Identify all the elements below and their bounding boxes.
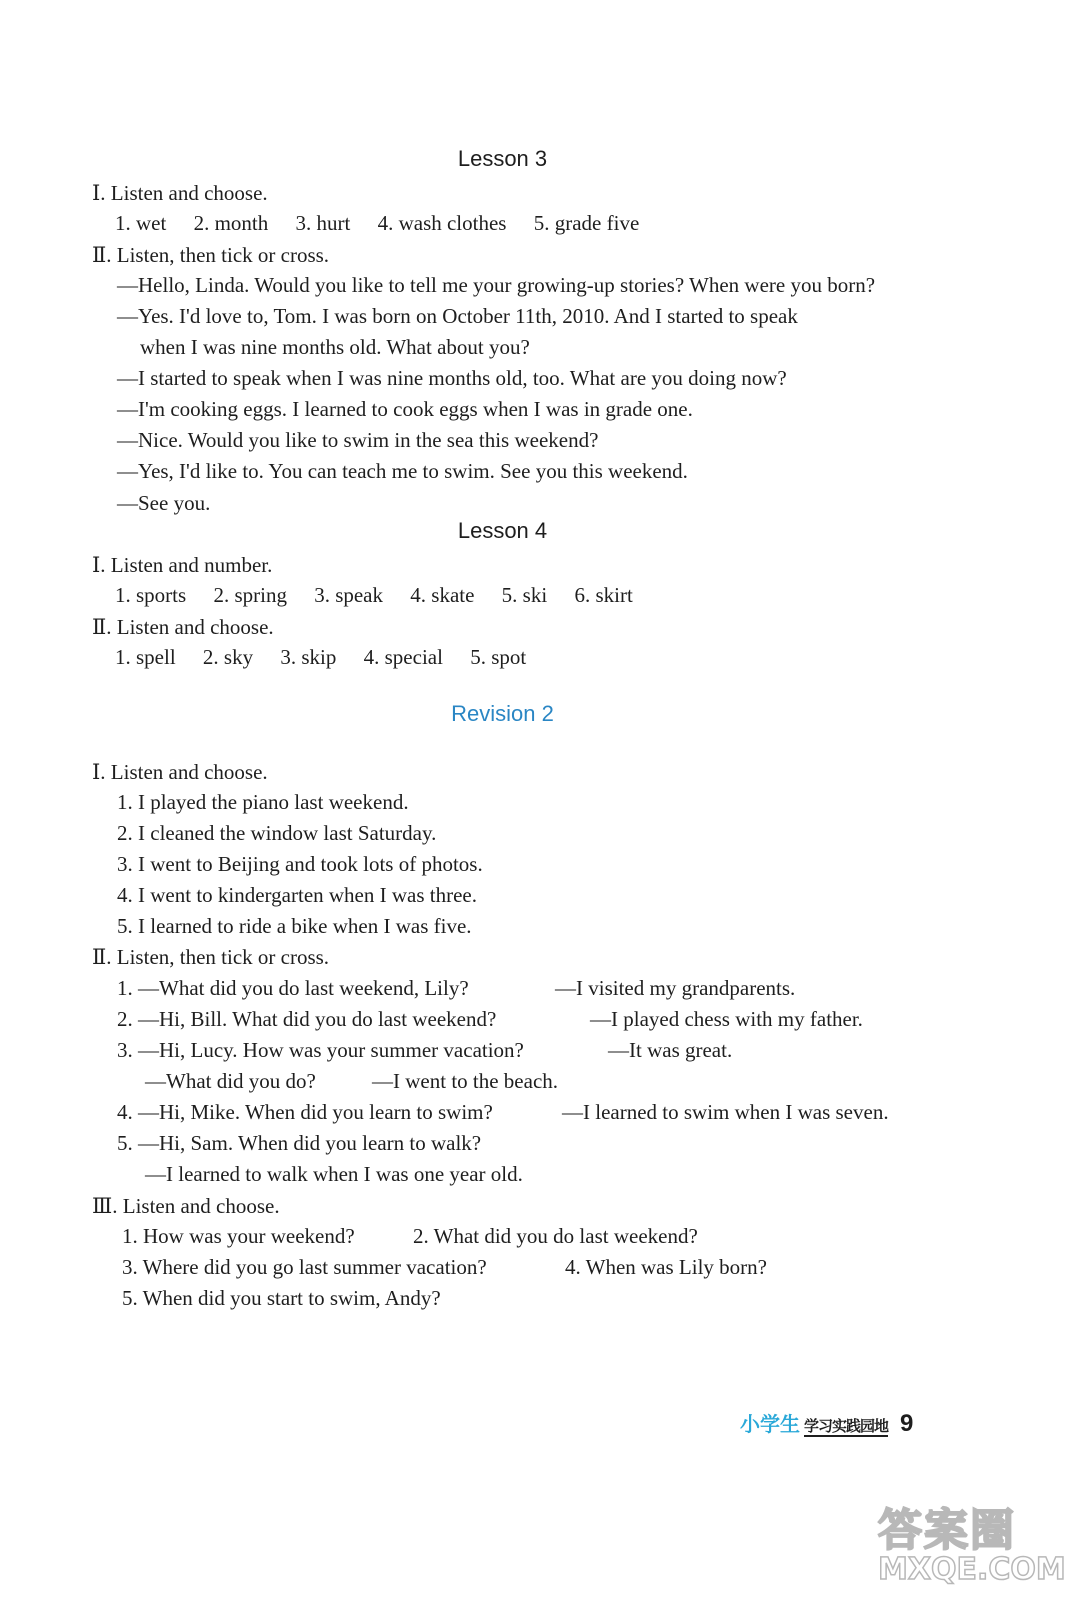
revision2-s2-heading: Ⅱ. Listen, then tick or cross.: [92, 945, 330, 969]
dialogue-q: 1. —What did you do last weekend, Lily?: [117, 976, 469, 1000]
answer: 1. spell: [115, 645, 176, 669]
answer: 3. Where did you go last summer vacation?: [122, 1255, 487, 1279]
page-number: 9: [900, 1410, 914, 1437]
answer-line: 1. I played the piano last weekend.: [117, 790, 409, 814]
dialogue-line: —See you.: [117, 491, 211, 515]
answer: 5. spot: [470, 645, 527, 669]
dialogue-q: 4. —Hi, Mike. When did you learn to swim?: [117, 1100, 493, 1124]
brand-main: 小学生: [740, 1412, 800, 1436]
dialogue-q: —I learned to walk when I was one year old.: [145, 1162, 523, 1186]
revision2-s3-heading: Ⅲ. Listen and choose.: [92, 1194, 280, 1218]
answer: 2. What did you do last weekend?: [413, 1224, 698, 1248]
revision2-title: Revision 2: [451, 701, 554, 726]
dialogue-q: —What did you do?: [145, 1069, 316, 1093]
brand-sub: 学习实践园地: [804, 1417, 889, 1435]
dialogue-line: —Hello, Linda. Would you like to tell me your growing-up stories? When were you born?: [117, 273, 876, 297]
dialogue-a: —I visited my grandparents.: [555, 976, 796, 1000]
answer: 3. skip: [280, 645, 337, 669]
answer: 6. skirt: [574, 583, 633, 607]
dialogue-a: —It was great.: [608, 1038, 733, 1062]
answer: 2. spring: [213, 583, 287, 607]
lesson4-s1-heading: Ⅰ. Listen and number.: [92, 553, 273, 577]
answer: 5. grade five: [533, 211, 640, 235]
lesson3-s1-heading: Ⅰ. Listen and choose.: [92, 181, 268, 205]
answer-line: 4. I went to kindergarten when I was three.: [117, 883, 477, 907]
lesson4-s1-answers: [115, 582, 633, 608]
answer: 5. ski: [501, 583, 548, 607]
revision2-s1-heading: Ⅰ. Listen and choose.: [92, 760, 268, 784]
answer: 4. skate: [410, 583, 475, 607]
lesson4-s2-answers: [115, 644, 526, 670]
answer: 3. hurt: [295, 211, 351, 235]
lesson3-title: Lesson 3: [457, 146, 548, 171]
lesson3-s2-heading: Ⅱ. Listen, then tick or cross.: [92, 243, 330, 267]
dialogue-q: 3. —Hi, Lucy. How was your summer vacation?: [117, 1038, 524, 1062]
answer: 1. sports: [115, 583, 187, 607]
dialogue-q: 2. —Hi, Bill. What did you do last weekend?: [117, 1007, 497, 1031]
dialogue-q: 5. —Hi, Sam. When did you learn to walk?: [117, 1131, 482, 1155]
watermark: [872, 1490, 1066, 1600]
dialogue-line: —I started to speak when I was nine months old, too. What are you doing now?: [117, 366, 787, 390]
dialogue-line: when I was nine months old. What about you?: [140, 335, 530, 359]
answer-line: 5. I learned to ride a bike when I was five.: [117, 914, 472, 938]
dialogue-line: —Nice. Would you like to swim in the sea this weekend?: [117, 428, 599, 452]
answer-line: 3. I went to Beijing and took lots of photos.: [117, 852, 483, 876]
page-footer: [740, 1408, 913, 1438]
answer: 2. month: [193, 211, 269, 235]
answer: 4. wash clothes: [377, 211, 507, 235]
dialogue-a: —I learned to swim when I was seven.: [562, 1100, 889, 1124]
dialogue-line: —Yes. I'd love to, Tom. I was born on October 11th, 2010. And I started to speak: [117, 304, 798, 328]
dialogue-a: —I went to the beach.: [372, 1069, 559, 1093]
answer-line: 2. I cleaned the window last Saturday.: [117, 821, 437, 845]
answer: 1. How was your weekend?: [122, 1224, 355, 1248]
answer: 2. sky: [202, 645, 254, 669]
answer: 3. speak: [314, 583, 384, 607]
answer: 5. When did you start to swim, Andy?: [122, 1286, 441, 1310]
dialogue-line: —I'm cooking eggs. I learned to cook eggs when I was in grade one.: [117, 397, 693, 421]
answer: 4. When was Lily born?: [565, 1255, 767, 1279]
lesson3-s1-answers: [115, 210, 639, 236]
lesson4-title: Lesson 4: [457, 518, 548, 543]
answer: 4. special: [363, 645, 443, 669]
lesson4-s2-heading: Ⅱ. Listen and choose.: [92, 615, 274, 639]
dialogue-a: —I played chess with my father.: [590, 1007, 863, 1031]
dialogue-line: —Yes, I'd like to. You can teach me to swim. See you this weekend.: [117, 459, 688, 483]
answer: 1. wet: [115, 211, 167, 235]
watermark-cn: 答案圈: [878, 1505, 1016, 1556]
watermark-url: MXQE.COM: [878, 1552, 1066, 1587]
